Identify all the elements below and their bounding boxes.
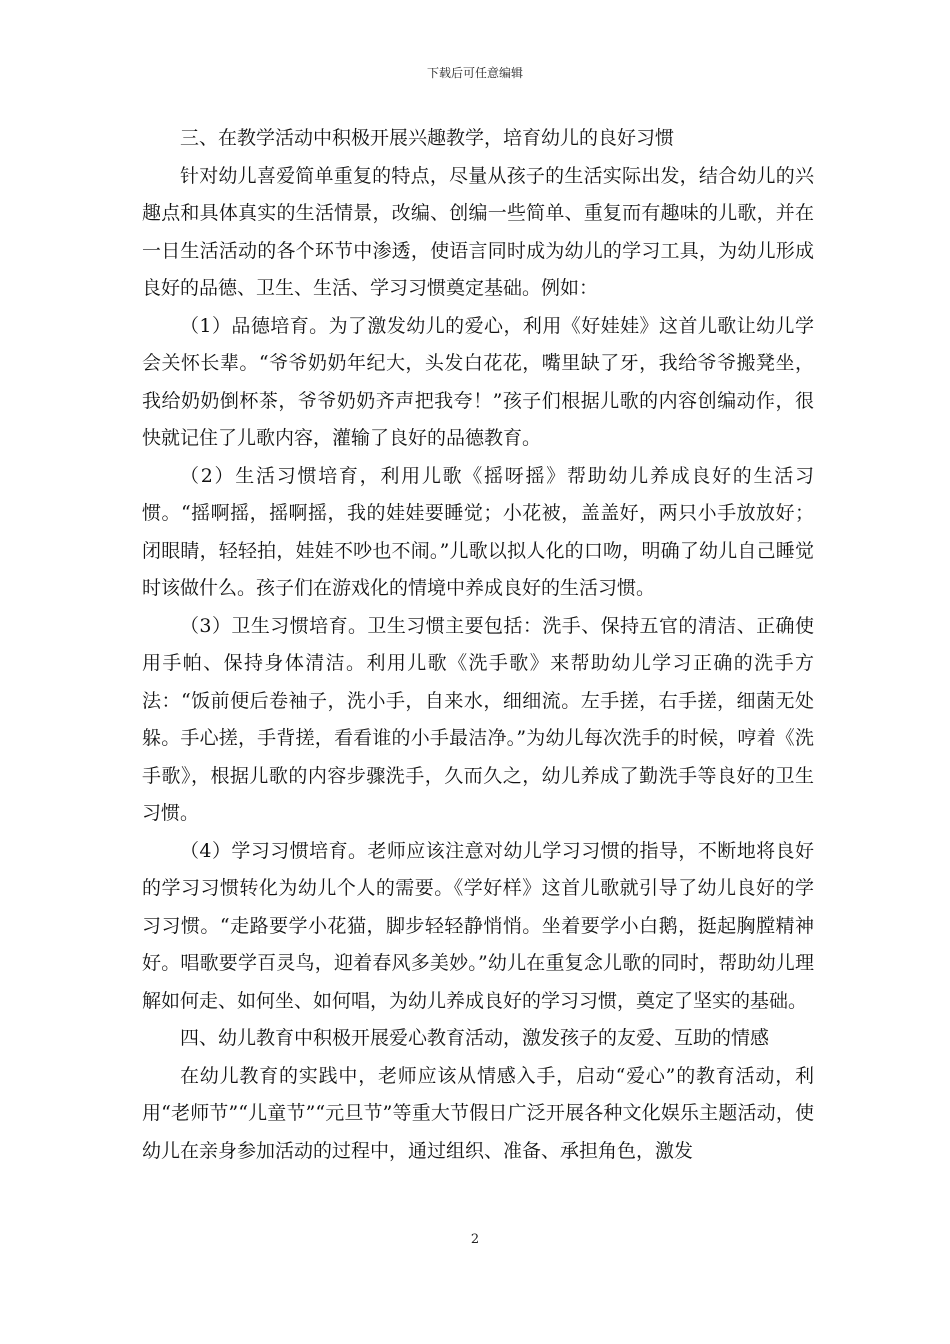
paragraph-hygiene: （3）卫生习惯培育。卫生习惯主要包括：洗手、保持五官的清洁、正确使用手帕、保持身体清洁。利用儿歌《洗手歌》来帮助幼儿学习正确的洗手方法：“饭前便后卷袖子，洗小手，自来水，细细流。左手搓，右手搓，细菌无处躲。手心搓，手背搓，看看谁的小手最洁净。”为幼儿每次洗手的时候，哼着《洗手歌》，根据儿歌的内容步骤洗手，久而久之，幼儿养成了勤洗手等良好的卫生习惯。 [142,614,814,824]
paragraph-moral: （1）品德培育。为了激发幼儿的爱心，利用《好娃娃》这首儿歌让幼儿学会关怀长辈。“爷爷奶奶年纪大，头发白花花，嘴里缺了牙，我给爷爷搬凳坐，我给奶奶倒杯茶，爷爷奶奶齐声把我夸！”孩子们根据儿歌的内容创编动作，很快就记住了儿歌内容，灌输了良好的品德教育。 [142,314,814,449]
paragraph-study-habit: （4）学习习惯培育。老师应该注意对幼儿学习习惯的指导，不断地将良好的学习习惯转化为幼儿个人的需要。《学好样》这首儿歌就引导了幼儿良好的学习习惯。“走路要学小花猫，脚步轻轻静悄悄。坐着要学小白鹅，挺起胸膛精神好。唱歌要学百灵鸟，迎着春风多美妙。”幼儿在重复念儿歌的同时，帮助幼儿理解如何走、如何坐、如何唱，为幼儿养成良好的学习习惯，奠定了坚实的基础。 [142,839,814,1012]
page-header: 下载后可任意编辑 [426,66,523,80]
page-number: 2 [470,1232,480,1247]
paragraph-intro: 针对幼儿喜爱简单重复的特点，尽量从孩子的生活实际出发，结合幼儿的兴趣点和具体真实的生活情景，改编、创编一些简单、重复而有趣味的儿歌，并在一日生活活动的各个环节中渗透，使语言同时成为幼儿的学习工具，为幼儿形成良好的品德、卫生、生活、学习习惯奠定基础。例如： [142,164,814,299]
paragraph-love-education: 在幼儿教育的实践中，老师应该从情感入手，启动“爱心”的教育活动，利用“老师节”“儿童节”“元旦节”等重大节假日广泛开展各种文化娱乐主题活动，使幼儿在亲身参加活动的过程中，通过组织、准备、承担角色，激发 [142,1064,814,1162]
section-heading-3: 三、在教学活动中积极开展兴趣教学，培育幼儿的良好习惯 [180,127,675,149]
document-body [142,120,814,1170]
paragraph-life-habit: （2）生活习惯培育，利用儿歌《摇呀摇》帮助幼儿养成良好的生活习惯。“摇啊摇，摇啊摇，我的娃娃要睡觉；小花被，盖盖好，两只小手放放好；闭眼睛，轻轻拍，娃娃不吵也不闹。”儿歌以拟人化的口吻，明确了幼儿自己睡觉时该做什么。孩子们在游戏化的情境中养成良好的生活习惯。 [142,464,814,599]
section-heading-4: 四、幼儿教育中积极开展爱心教育活动，激发孩子的友爱、互助的情感 [180,1027,770,1049]
